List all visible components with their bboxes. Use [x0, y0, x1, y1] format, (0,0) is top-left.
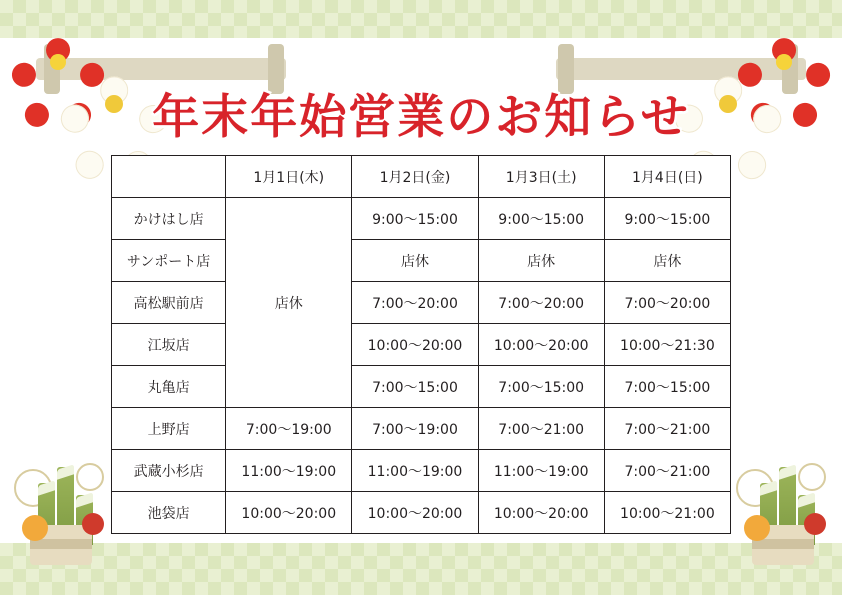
- hours-cell: 11:00〜19:00: [226, 450, 352, 492]
- hours-cell: 11:00〜19:00: [352, 450, 478, 492]
- hours-cell: 7:00〜20:00: [352, 282, 478, 324]
- hours-cell: 10:00〜20:00: [226, 492, 352, 534]
- closed-cell-jan1: 店休: [226, 198, 352, 408]
- table-row: [112, 240, 731, 282]
- hours-cell: 10:00〜20:00: [352, 324, 478, 366]
- store-name: 丸亀店: [112, 366, 226, 408]
- table-row: [112, 450, 731, 492]
- hours-cell: 10:00〜21:00: [604, 492, 730, 534]
- store-name: 池袋店: [112, 492, 226, 534]
- hours-cell: 7:00〜15:00: [604, 366, 730, 408]
- store-name: 武蔵小杉店: [112, 450, 226, 492]
- hours-cell: 7:00〜21:00: [604, 408, 730, 450]
- hours-cell: 店休: [478, 240, 604, 282]
- date-header-3: 1月3日(土): [478, 156, 604, 198]
- table-row: [112, 324, 731, 366]
- hours-cell: 7:00〜15:00: [352, 366, 478, 408]
- kadomatsu-icon: [12, 461, 108, 571]
- hours-cell: 9:00〜15:00: [352, 198, 478, 240]
- bottom-checker-band: [0, 543, 842, 595]
- table-header-row: [112, 156, 731, 198]
- hours-cell: 店休: [604, 240, 730, 282]
- hours-cell: 9:00〜15:00: [478, 198, 604, 240]
- hours-cell: 11:00〜19:00: [478, 450, 604, 492]
- store-name: サンポート店: [112, 240, 226, 282]
- hours-cell: 9:00〜15:00: [604, 198, 730, 240]
- hours-cell: 10:00〜20:00: [478, 492, 604, 534]
- store-name: かけはし店: [112, 198, 226, 240]
- hours-cell: 10:00〜20:00: [478, 324, 604, 366]
- schedule-table-container: [111, 155, 731, 534]
- table-row: [112, 366, 731, 408]
- hours-cell: 7:00〜20:00: [478, 282, 604, 324]
- hours-cell: 7:00〜21:00: [478, 408, 604, 450]
- top-checker-band: [0, 0, 842, 38]
- page-title: 年末年始営業のお知らせ: [152, 90, 690, 145]
- kadomatsu-icon: [734, 461, 830, 571]
- hours-cell: 7:00〜19:00: [352, 408, 478, 450]
- schedule-table: [111, 155, 731, 534]
- hours-cell: 7:00〜19:00: [226, 408, 352, 450]
- hours-cell: 店休: [352, 240, 478, 282]
- hours-cell: 10:00〜21:30: [604, 324, 730, 366]
- store-name: 高松駅前店: [112, 282, 226, 324]
- table-corner-cell: [112, 156, 226, 198]
- store-name: 上野店: [112, 408, 226, 450]
- hours-cell: 7:00〜20:00: [604, 282, 730, 324]
- hours-cell: 10:00〜20:00: [352, 492, 478, 534]
- table-row: [112, 492, 731, 534]
- table-row: [112, 198, 731, 240]
- table-row: [112, 282, 731, 324]
- hours-cell: 7:00〜21:00: [604, 450, 730, 492]
- date-header-4: 1月4日(日): [604, 156, 730, 198]
- store-name: 江坂店: [112, 324, 226, 366]
- date-header-2: 1月2日(金): [352, 156, 478, 198]
- hours-cell: 7:00〜15:00: [478, 366, 604, 408]
- date-header-1: 1月1日(木): [226, 156, 352, 198]
- table-row: [112, 408, 731, 450]
